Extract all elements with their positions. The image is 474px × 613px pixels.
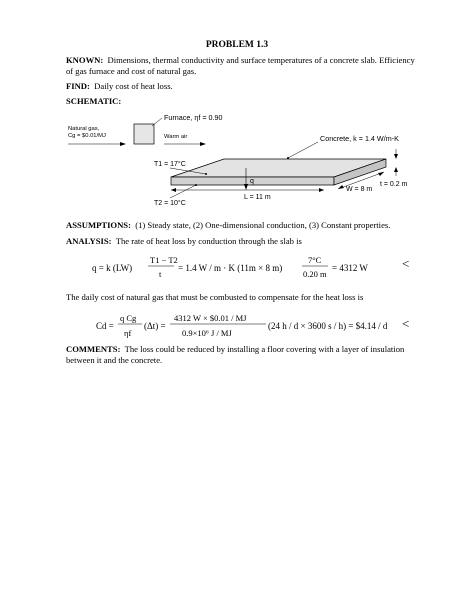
furnace-box — [134, 124, 154, 144]
gas-arrowhead — [120, 142, 126, 146]
known-label: KNOWN: — [66, 55, 104, 65]
find-section — [66, 81, 418, 92]
eq1-denominator: t — [159, 269, 162, 279]
warm-air-label: Warm air — [164, 134, 188, 140]
width-arrow-high — [378, 172, 384, 176]
analysis-section — [66, 236, 418, 247]
length-arrow-left — [171, 188, 176, 192]
eq2-result: (24 h / d × 3600 s / h) = $4.14 / d — [268, 321, 388, 331]
furnace-leader — [152, 118, 162, 126]
equation-daily-cost — [66, 310, 418, 344]
eq2-denominator: ηf — [124, 328, 132, 338]
known-section — [66, 55, 418, 77]
eq2-lhs: Cd = — [96, 321, 114, 331]
t1-label: T1 = 17°C — [154, 161, 186, 168]
gas-label-line1: Natural gas, — [68, 126, 100, 132]
concrete-dot — [287, 157, 289, 159]
schematic-diagram — [66, 106, 418, 211]
length-label: L = 11 m — [244, 194, 271, 201]
eq2-numerator: q Cg — [120, 313, 137, 323]
t2-leader — [170, 185, 196, 198]
eq1-result: = 4312 W — [332, 263, 368, 273]
comments-text: The loss could be reduced by installing a floor covering with a layer of insulation between it and the concrete. — [66, 344, 405, 365]
t1-dot — [205, 173, 207, 175]
assumptions-section — [66, 220, 418, 231]
width-label: W = 8 m — [346, 186, 373, 193]
find-label: FIND: — [66, 81, 90, 91]
eq1-denominator2: 0.20 m — [303, 269, 327, 279]
t2-label: T2 = 10°C — [154, 200, 186, 207]
analysis-text: The rate of heat loss by conduction through the slab is — [115, 236, 302, 246]
assumptions-text: (1) Steady state, (2) One-dimensional conduction, (3) Constant properties. — [135, 220, 391, 230]
cost-paragraph — [66, 292, 418, 303]
eq1-middle: = 1.4 W / m · K (11m × 8 m) — [178, 263, 283, 273]
eq1-numerator2: 7°C — [308, 255, 322, 265]
problem-title: PROBLEM 1.3 — [205, 40, 269, 50]
gas-label-line2: Cg = $0.01/MJ — [68, 133, 106, 139]
analysis-label: ANALYSIS: — [66, 236, 112, 246]
width-arrow-low — [338, 185, 344, 189]
schematic-label: SCHEMATIC: — [66, 96, 122, 106]
known-text: Dimensions, thermal conductivity and surface temperatures of a concrete slab. Efficiency of gas furnace and cost of natural gas. — [66, 55, 415, 76]
warm-air-arrowhead — [200, 142, 206, 146]
eq2-numerator2: 4312 W × $0.01 / MJ — [174, 313, 247, 323]
check-mark-2: < — [402, 316, 410, 331]
thickness-label: t = 0.2 m — [380, 181, 408, 188]
eq2-denominator2: 0.9×10⁶ J / MJ — [182, 328, 232, 338]
find-text: Daily cost of heat loss. — [94, 81, 173, 91]
eq1-numerator: T1 − T2 — [150, 255, 178, 265]
equation-heat-loss — [66, 252, 418, 284]
cost-text: The daily cost of natural gas that must be combusted to compensate for the heat loss is — [66, 292, 364, 302]
eq1-lhs: q = k (LW) — [92, 263, 133, 273]
concrete-label: Concrete, k = 1.4 W/m-K — [320, 134, 399, 143]
eq2-dt: (Δt) = — [144, 321, 166, 331]
q-label: q — [250, 178, 254, 185]
assumptions-label: ASSUMPTIONS: — [66, 220, 131, 230]
t2-dot — [195, 184, 197, 186]
furnace-label: Furnace, ηf = 0.90 — [164, 113, 223, 122]
length-arrow-right — [319, 188, 324, 192]
q-arrowhead — [244, 184, 248, 190]
concrete-leader — [288, 142, 318, 158]
thickness-arrow-top — [394, 154, 398, 159]
comments-section — [66, 344, 418, 366]
thickness-arrow-bottom — [394, 167, 398, 172]
check-mark-1: < — [402, 256, 410, 271]
comments-label: COMMENTS: — [66, 344, 121, 354]
